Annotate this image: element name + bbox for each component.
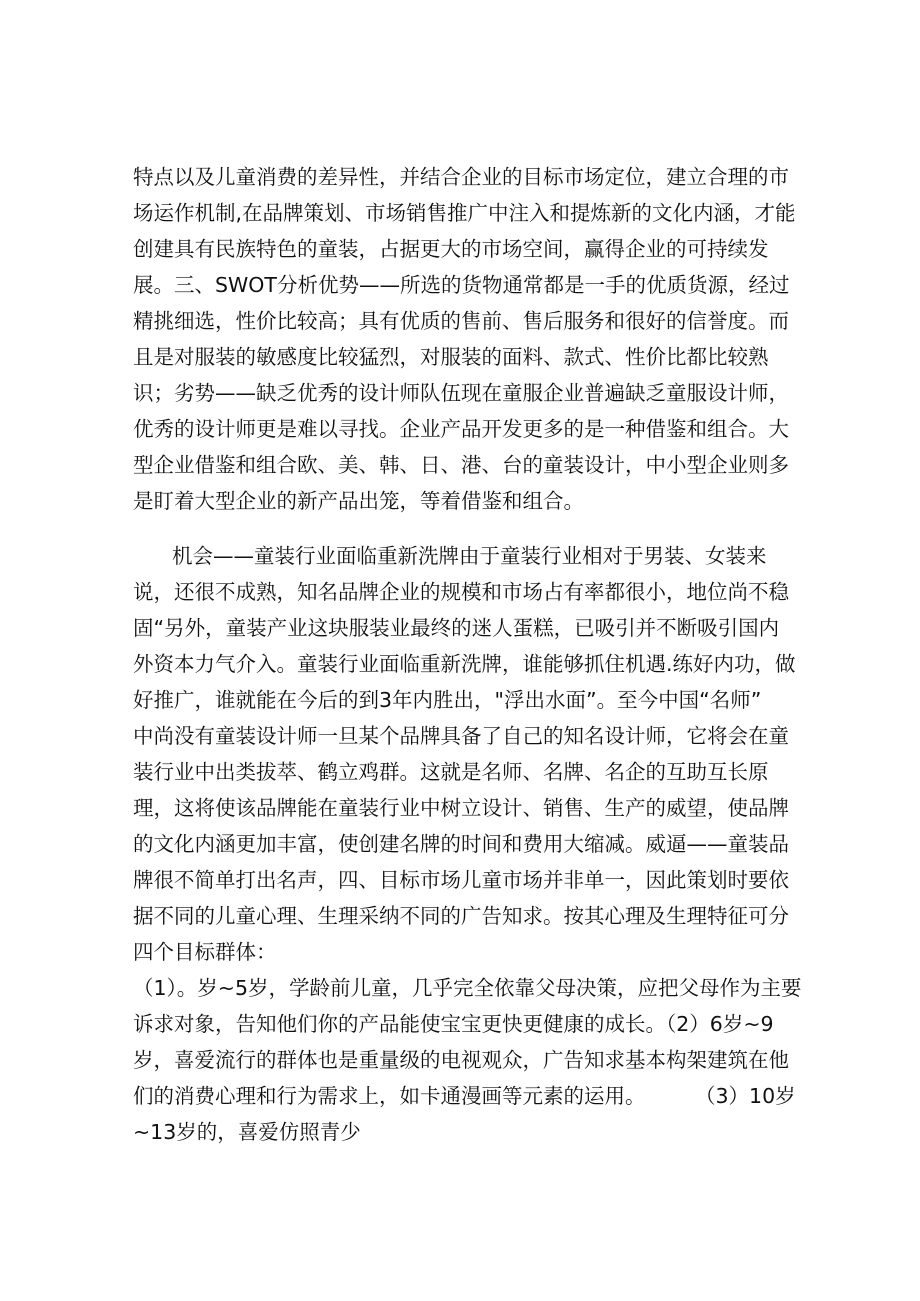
text-line: 场运作机制,在品牌策划、市场销售推广中注入和提炼新的文化内涵，才能 (133, 201, 796, 225)
text-line: 型企业借鉴和组合欧、美、韩、日、港、台的童装设计，中小型企业则多 (133, 453, 789, 477)
text-line: 优秀的设计师更是难以寻找。企业产品开发更多的是一种借鉴和组合。大 (133, 417, 789, 441)
text-line: 精挑细选，性价比较高；具有优质的售前、售后服务和很好的信誉度。而 (133, 309, 789, 333)
text-line: 诉求对象，告知他们你的产品能使宝宝更快更健康的成长。（2）6岁~9 (133, 1012, 774, 1036)
text-line: 理，这将使该品牌能在童装行业中树立设计、销售、生产的威望，使品牌 (133, 796, 789, 820)
text-line: 机会——童装行业面临重新洗牌由于童装行业相对于男装、女装来 (172, 544, 767, 568)
text-line: 说，还很不成熟，知名品牌企业的规模和市场占有率都很小，地位尚不稳 (133, 580, 789, 604)
text-line: 岁，喜爱流行的群体也是重量级的电视观众，广告知求基本构架建筑在他 (133, 1048, 789, 1072)
text-line: 特点以及儿童消费的差异性，并结合企业的目标市场定位，建立合理的市 (133, 165, 789, 189)
text-line-tail: （3）10岁 (695, 1084, 796, 1108)
text-line: 的文化内涵更加丰富，使创建名牌的时间和费用大缩减。威逼——童装品 (133, 832, 789, 856)
text-line: 识；劣势——缺乏优秀的设计师队伍现在童服企业普遍缺乏童服设计师， (133, 381, 789, 405)
text-line: 中尚没有童装设计师一旦某个品牌具备了自己的知名设计师，它将会在童 (133, 724, 789, 748)
text-line: （1）。岁~5岁，学龄前儿童，几乎完全依靠父母决策，应把父母作为主要 (133, 976, 802, 1000)
text-line: 好推广，谁就能在今后的到3年内胜出，"浮出水面”。至今中国“名师” (133, 688, 762, 712)
text-line: 们的消费心理和行为需求上，如卡通漫画等元素的运用。 (133, 1084, 646, 1108)
text-line: 装行业中出类拔萃、鹤立鸡群。这就是名师、名牌、名企的互助互长原 (133, 760, 769, 784)
text-line: ~13岁的，喜爱仿照青少 (133, 1120, 361, 1144)
text-line: 据不同的儿童心理、生理采纳不同的广告知求。按其心理及生理特征可分 (133, 904, 789, 928)
text-line: 外资本力气介入。童装行业面临重新洗牌，谁能够抓住机遇.练好内功，做 (133, 652, 796, 676)
text-line: 且是对服装的敏感度比较猛烈，对服装的面料、款式、性价比都比较熟 (133, 345, 769, 369)
text-line: 创建具有民族特色的童装，占据更大的市场空间，赢得企业的可持续发 (133, 237, 769, 261)
text-line: 是盯着大型企业的新产品出笼，等着借鉴和组合。 (133, 489, 584, 513)
text-line: 牌很不简单打出名声，四、目标市场儿童市场并非单一，因此策划时要依 (133, 868, 789, 892)
text-line: 展。三、SWOT分析优势——所选的货物通常都是一手的优质货源，经过 (133, 273, 790, 297)
text-line: 固“另外，童装产业这块服装业最终的迷人蛋糕，已吸引并不断吸引国内 (133, 616, 780, 640)
text-line: 四个目标群体： (133, 940, 277, 964)
